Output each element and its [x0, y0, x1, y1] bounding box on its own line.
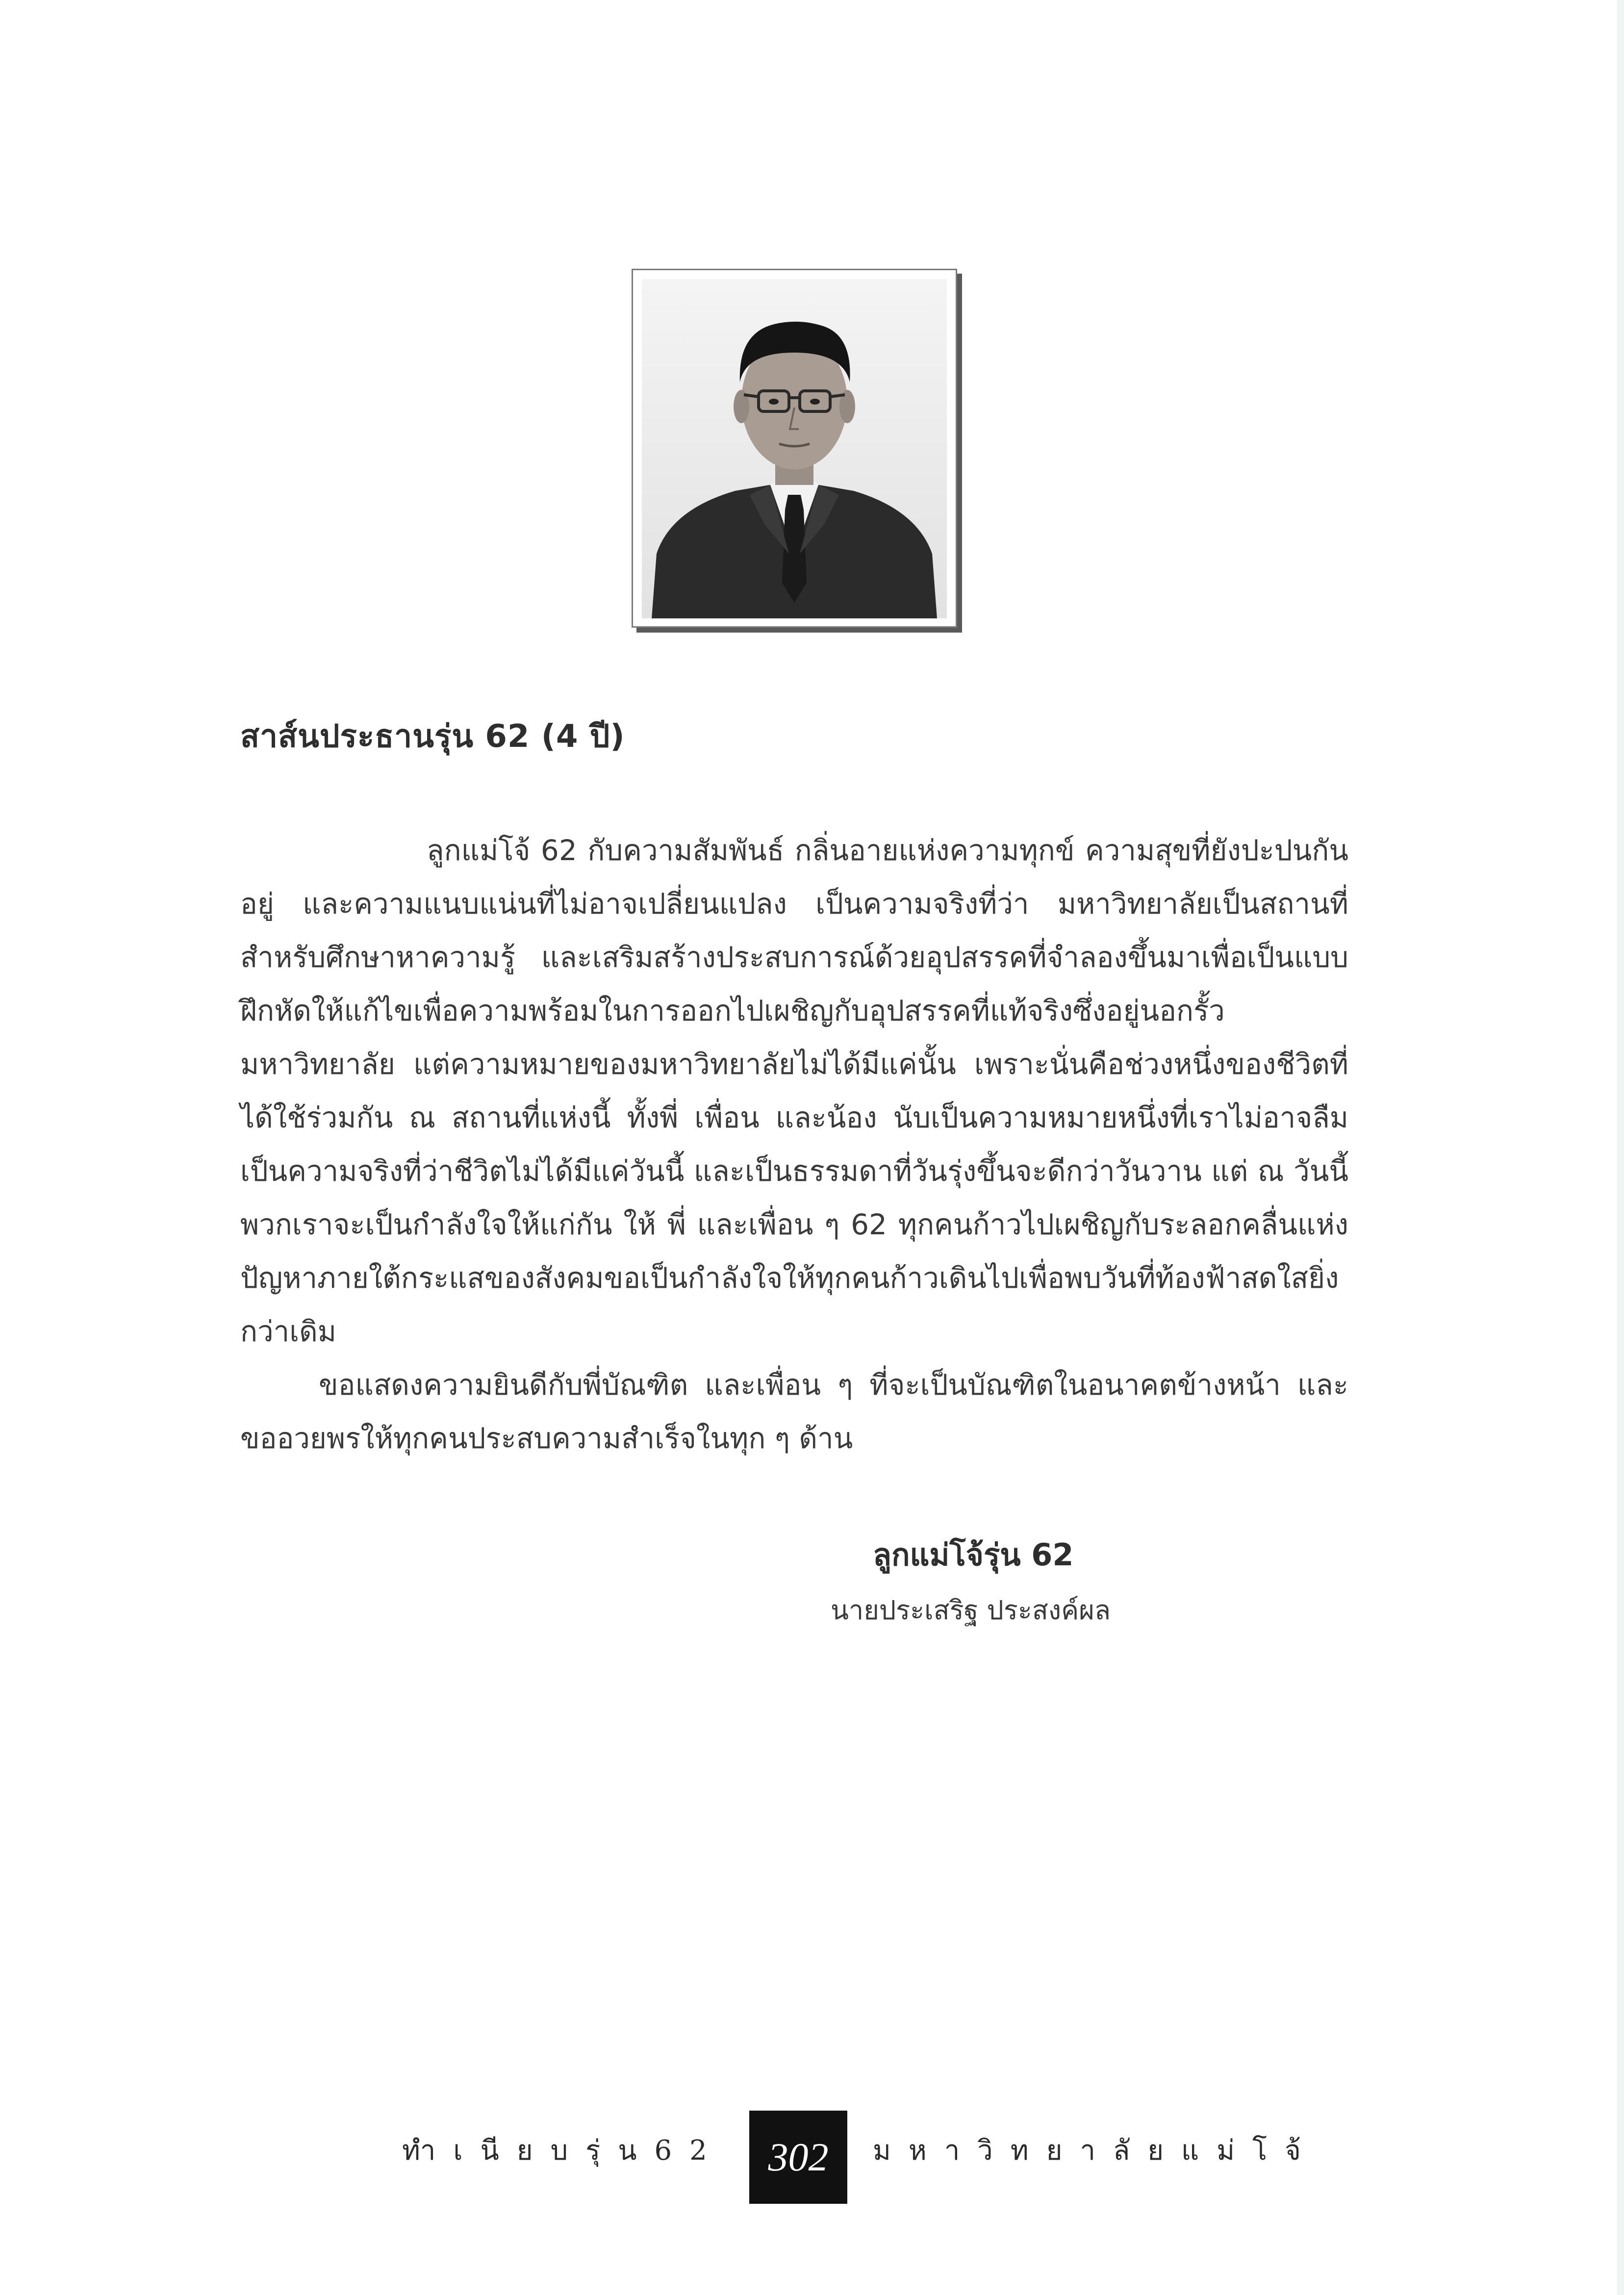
page-edge-strip: [1617, 0, 1624, 2295]
portrait-photo: [632, 269, 957, 628]
message-paragraph: ขอแสดงความยินดีกับพี่บัณฑิต และเพื่อน ๆ ที่จะเป็นบัณฑิตในอนาคตข้างหน้า และขออวยพรให้ทุกคนประสบความสำเร็จในทุก ๆ ด้าน: [240, 1368, 1348, 1455]
signature-title: ลูกแม่โจ้รุ่น 62: [873, 1537, 1074, 1573]
footer-book-title: ทำเนียบรุ่น62: [402, 2135, 725, 2167]
signature-name: นายประเสริฐ ประสงค์ผล: [831, 1595, 1111, 1626]
page-title: สาส์นประธานรุ่น 62 (4 ปี): [240, 718, 625, 755]
page-number: 302: [749, 2111, 847, 2204]
portrait-image: [642, 279, 947, 618]
message-paragraph: ลูกแม่โจ้ 62 กับความสัมพันธ์ กลิ่นอายแห่งความทุกข์ ความสุขที่ยังปะปนกันอยู่ และความแนบแน่นที่ไม่อาจเปลี่ยนแปลง เป็นความจริงที่ว่า มหาวิทยาลัยเป็นสถานที่สำหรับศึกษาหาความรู้ และเสริมสร้างประสบการณ์ด้วยอุปสรรคที่จำลองขึ้นมาเพื่อเป็นแบบฝึกหัดให้แก้ไขเพื่อความพร้อมในการออกไปเผชิญกับอุปสรรคที่แท้จริงซึ่งอยู่นอกรั้วมหาวิทยาลัย แต่ความหมายของมหาวิทยาลัยไม่ได้มีแค่นั้น เพราะนั่นคือช่วงหนึ่งของชีวิตที่ได้ใช้ร่วมกัน ณ สถานที่แห่งนี้ ทั้งพี่ เพื่อน และน้อง นับเป็นความหมายหนึ่งที่เราไม่อาจลืม เป็นความจริงที่ว่าชีวิตไม่ได้มีแค่วันนี้ และเป็นธรรมดาที่วันรุ่งขึ้นจะดีกว่าวันวาน แต่ ณ วันนี้พวกเราจะเป็นกำลังใจให้แก่กัน ให้ พี่ และเพื่อน ๆ 62 ทุกคนก้าวไปเผชิญกับระลอกคลื่นแห่งปัญหาภายใต้กระแสของสังคมขอเป็นกำลังใจให้ทุกคนก้าวเดินไปเพื่อพบวันที่ท้องฟ้าสดใสยิ่งกว่าเดิม: [240, 834, 1348, 1348]
message-body: [240, 824, 1348, 1465]
footer-university: มหาวิทยาลัยแม่โจ้: [873, 2135, 1319, 2167]
